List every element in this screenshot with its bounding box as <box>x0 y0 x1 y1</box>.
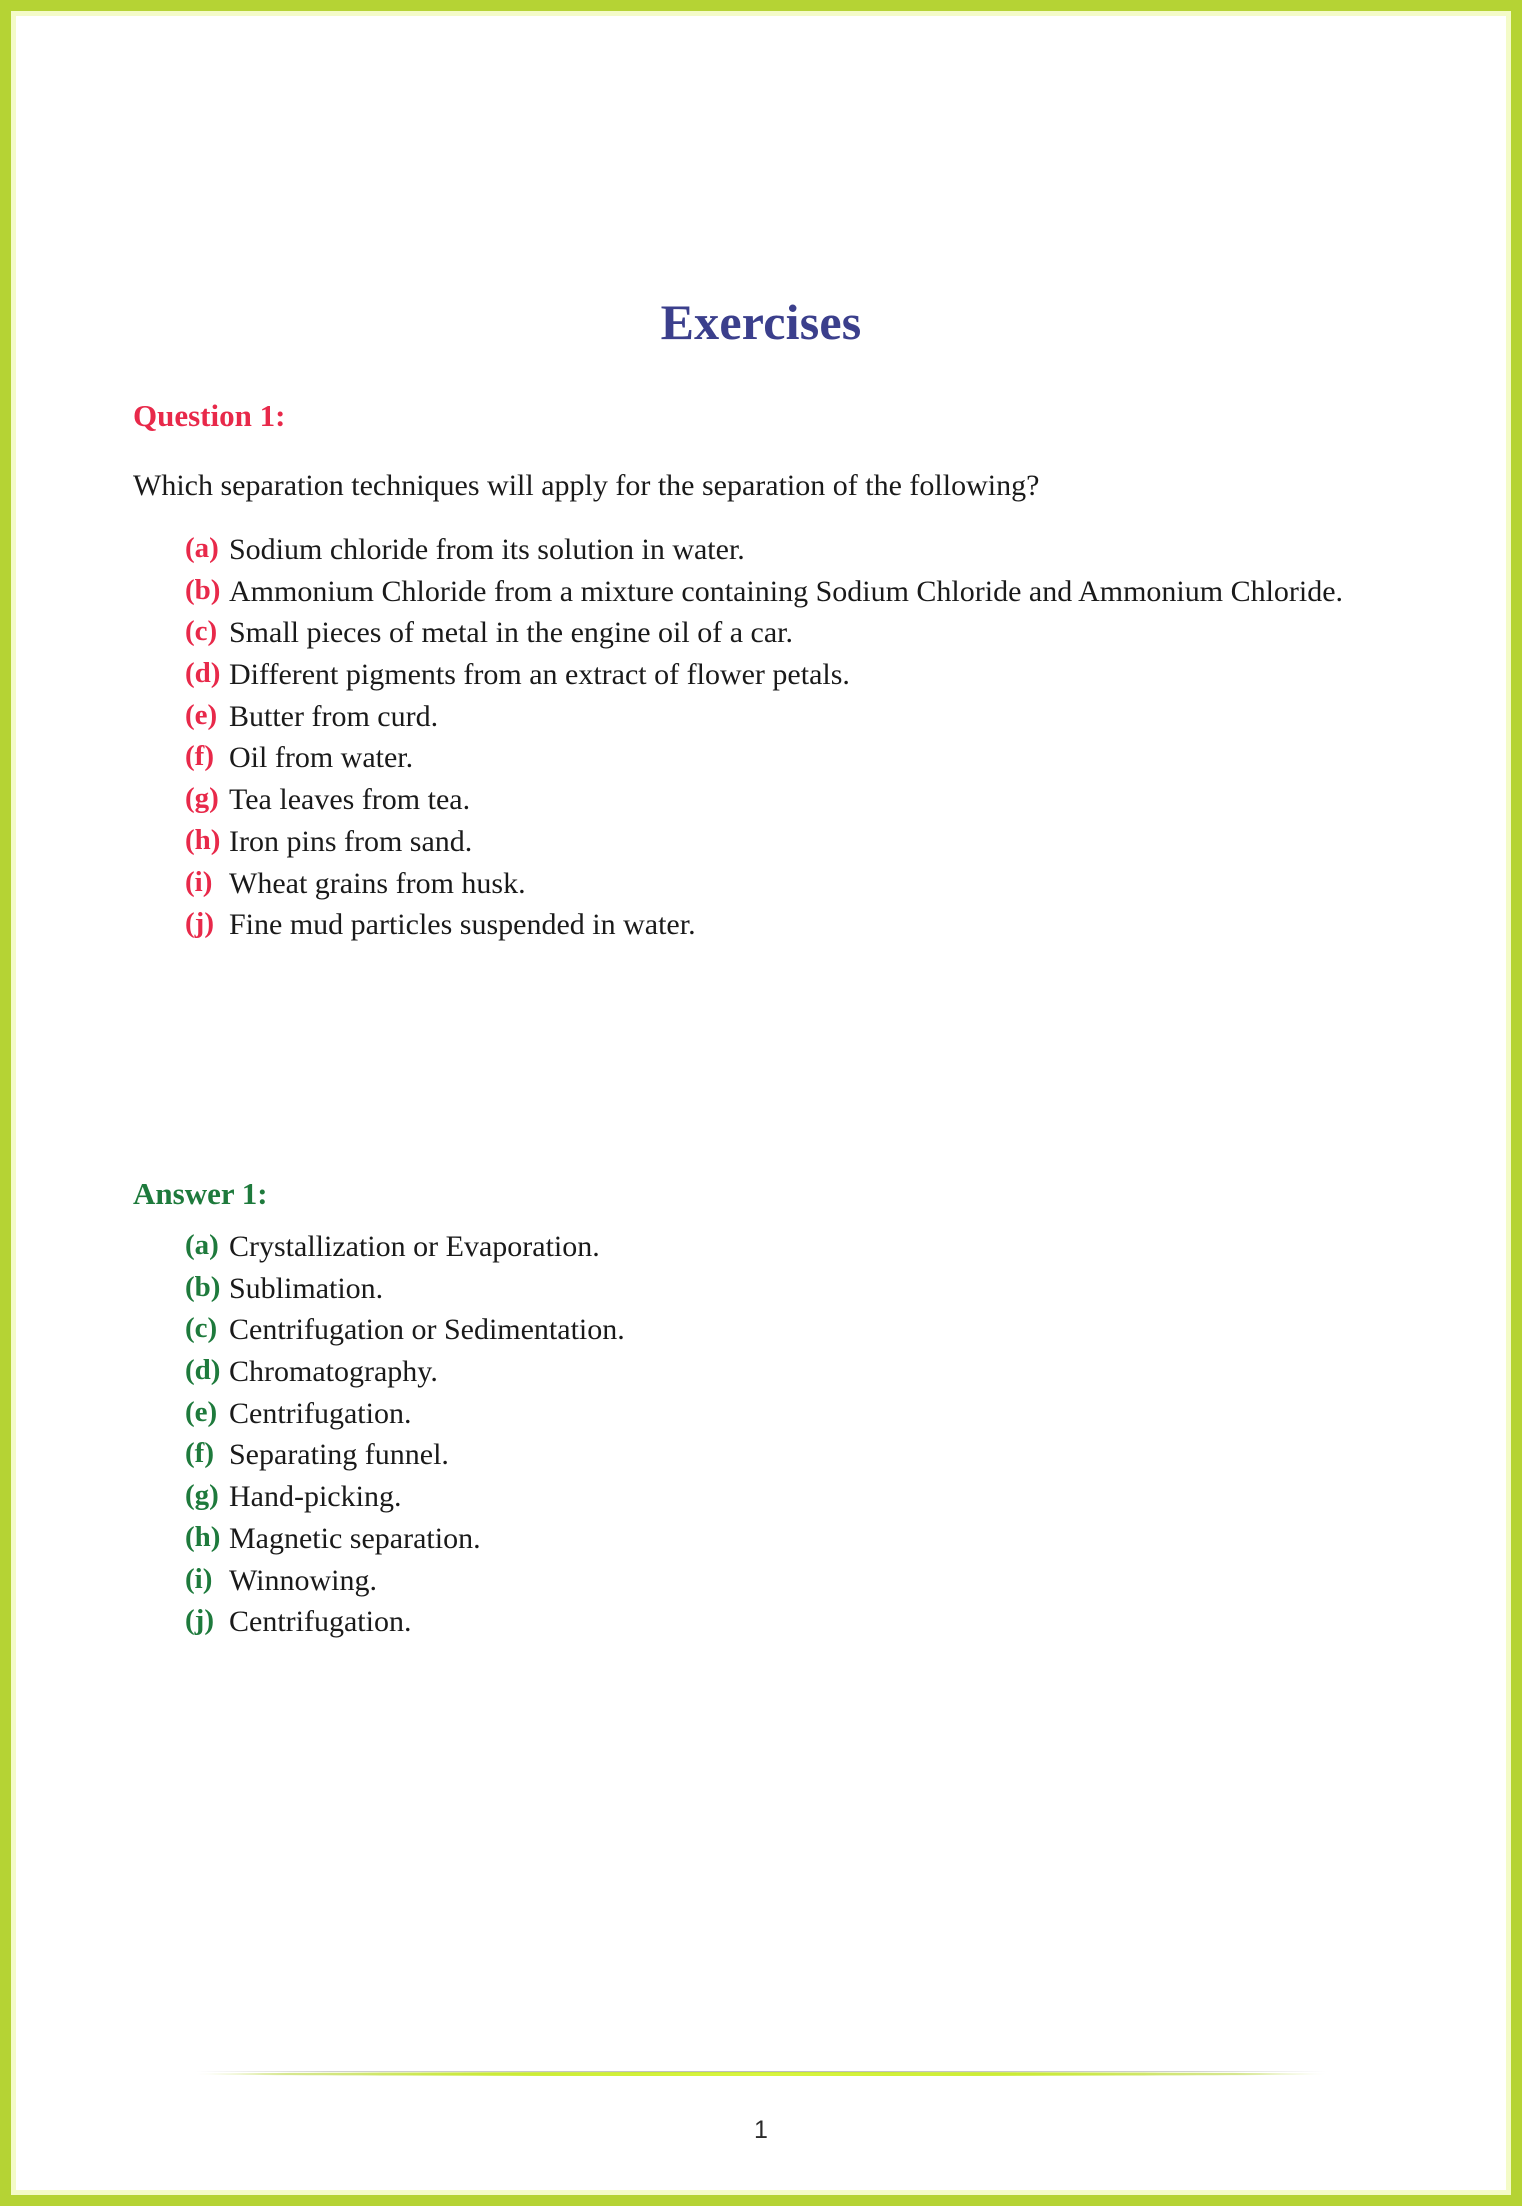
list-item-marker: (g) <box>185 782 219 815</box>
list-item <box>0 1270 1522 1307</box>
list-item-marker: (j) <box>185 1604 214 1637</box>
list-item-text: Iron pins from sand. <box>229 824 473 858</box>
list-item-marker: (h) <box>185 1520 221 1553</box>
list-item <box>0 739 1522 776</box>
list-item-marker: (j) <box>185 907 214 940</box>
page-title: Exercises <box>660 294 862 350</box>
list-item-marker: (e) <box>185 698 218 731</box>
list-item-text: Centrifugation. <box>229 1396 412 1430</box>
list-item <box>0 823 1522 860</box>
list-item <box>0 573 1522 610</box>
list-item <box>0 1395 1522 1432</box>
list-item-text: Tea leaves from tea. <box>229 783 471 817</box>
list-item-text: Sodium chloride from its solution in water. <box>229 533 745 566</box>
answer-heading: Answer 1: <box>133 1176 268 1211</box>
list-item-text: Crystallization or Evaporation. <box>229 1230 600 1263</box>
list-item <box>0 1436 1522 1473</box>
list-item <box>0 1562 1522 1599</box>
list-item <box>0 1353 1522 1390</box>
list-item-text: Different pigments from an extract of flower petals. <box>229 658 850 692</box>
list-item <box>0 1520 1522 1557</box>
list-item-text: Wheat grains from husk. <box>229 866 526 900</box>
question-heading: Question 1: <box>133 398 286 433</box>
list-item-marker: (a) <box>185 532 219 564</box>
list-item <box>0 698 1522 735</box>
list-item-text: Oil from water. <box>229 741 414 775</box>
list-item-marker: (a) <box>185 1229 219 1261</box>
list-item-text: Chromatography. <box>229 1355 438 1389</box>
list-item-marker: (b) <box>185 573 221 606</box>
list-item-text: Sublimation. <box>229 1271 384 1305</box>
list-item-text: Ammonium Chloride from a mixture containing Sodium Chloride and Ammonium Chloride. <box>229 574 1344 608</box>
list-item <box>0 1311 1522 1348</box>
list-item <box>0 1478 1522 1515</box>
question-intro-text: Which separation techniques will apply for the separation of the following? <box>133 469 1040 502</box>
list-item-text: Small pieces of metal in the engine oil of a car. <box>229 616 793 650</box>
footer-divider <box>196 2069 1326 2079</box>
list-item-text: Magnetic separation. <box>229 1521 481 1555</box>
list-item-text: Hand-picking. <box>229 1480 402 1514</box>
list-item-text: Centrifugation. <box>229 1605 412 1639</box>
list-item-marker: (b) <box>185 1270 221 1303</box>
list-item-marker: (e) <box>185 1395 218 1428</box>
list-item-marker: (g) <box>185 1479 219 1512</box>
list-item <box>0 865 1522 902</box>
list-item <box>0 1228 1522 1265</box>
list-item-text: Centrifugation or Sedimentation. <box>229 1313 625 1347</box>
list-item-marker: (f) <box>185 740 214 773</box>
list-item-marker: (i) <box>185 865 213 898</box>
list-item-marker: (i) <box>185 1562 213 1595</box>
list-item-text: Fine mud particles suspended in water. <box>229 908 696 942</box>
list-item <box>0 1603 1522 1640</box>
list-item <box>0 656 1522 693</box>
list-item-marker: (c) <box>185 615 218 648</box>
page-number: 1 <box>754 2116 768 2144</box>
question-item-list <box>0 531 1522 948</box>
list-item-marker: (f) <box>185 1437 214 1470</box>
list-item-marker: (h) <box>185 823 221 856</box>
answer-item-list <box>0 1228 1522 1645</box>
list-item-marker: (d) <box>185 1354 221 1387</box>
list-item <box>0 531 1522 568</box>
list-item-marker: (d) <box>185 657 221 690</box>
list-item <box>0 906 1522 943</box>
list-item-marker: (c) <box>185 1312 218 1345</box>
list-item <box>0 781 1522 818</box>
list-item <box>0 614 1522 651</box>
footer-divider-lens-core <box>354 2073 1168 2076</box>
list-item-text: Winnowing. <box>229 1563 377 1597</box>
list-item-text: Separating funnel. <box>229 1438 449 1472</box>
list-item-text: Butter from curd. <box>229 699 439 733</box>
